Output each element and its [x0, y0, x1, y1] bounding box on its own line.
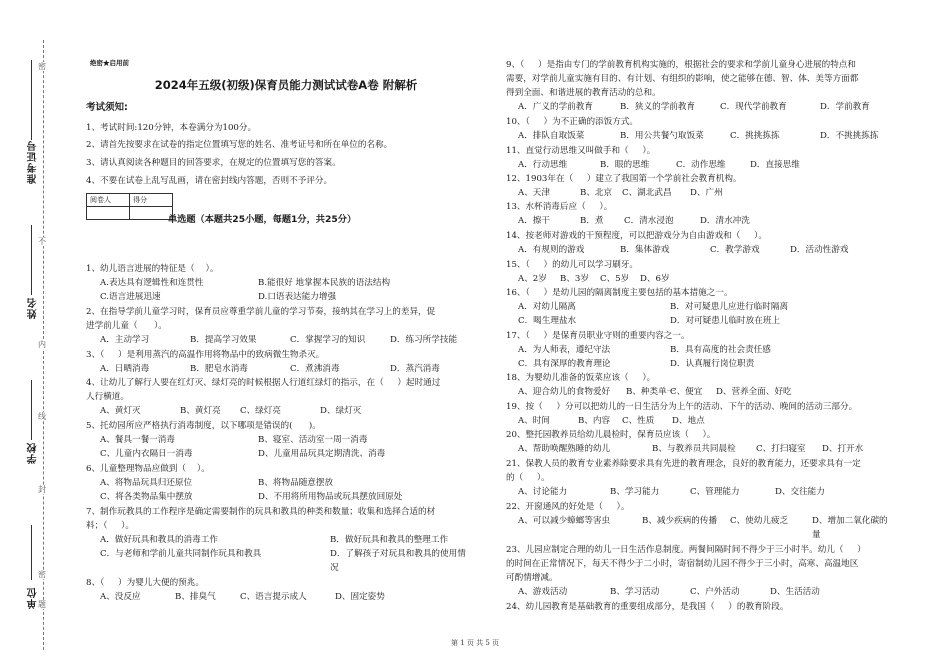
answer-option: A．对幼儿隔离 [518, 302, 576, 312]
answer-option: A．排队自取饭菜 [518, 131, 585, 141]
exam-title: 2024年五级(初级)保育员能力测试试卷A卷 附解析 [154, 78, 418, 92]
answer-option: A．有规则的游戏 [518, 245, 585, 255]
question-stem: 12、1903年在（ ）建立了我国第一个学前社会教育机构。 [506, 174, 742, 184]
answer-option: C、户外活动 [690, 587, 740, 597]
question-stem: 15、（ ）的幼儿可以学习刷牙。 [506, 260, 639, 270]
answer-option: B．狭义的学前教育 [620, 102, 696, 112]
question-stem: 7、制作玩教具的工作程序是确定需要制作的玩具和教具的种类和数量；收集和选择合适的材 料；（ ）。 [86, 507, 436, 531]
answer-option: C、性质 [622, 416, 655, 426]
question-stem: 6、儿童整理物品应做到（ ）。 [86, 464, 210, 474]
question-stem: 17、（ ）是保育员职业守则的重要内容之一。 [506, 331, 690, 341]
question-stem: 14、按老师对游戏的干预程度，可以把游戏分为自由游戏和（ ）。 [506, 231, 767, 241]
answer-option: D、生活活动 [770, 587, 820, 597]
answer-option: B、排臭气 [175, 592, 216, 602]
question-stem: 19、按（ ）分可以把幼儿的一日生活分为上午的活动、下午的活动、晚间的活动三部分。 [506, 402, 858, 412]
seal-char: 不 [38, 237, 46, 246]
answer-option: A、游戏活动 [518, 587, 568, 597]
page-footer: 第 1 页 共 5 页 [450, 639, 500, 647]
binding-strip [0, 0, 75, 671]
answer-option: D、广州 [690, 188, 723, 198]
seal-char: 内 [38, 340, 46, 349]
answer-option: A．擦干 [518, 216, 550, 226]
answer-option: B．集体游戏 [620, 245, 670, 255]
answer-option: D、不用将所用物品或玩具摆放回原处 [258, 492, 403, 502]
answer-option: C、使幼儿疲乏 [730, 516, 789, 526]
answer-option: B、黄灯亮 [180, 406, 221, 416]
answer-option: C、语言提示成人 [240, 592, 307, 602]
answer-option: D、打开水 [822, 444, 864, 454]
question-stem: 20、整托园教养员给幼儿晨检时，保育员应该（ ）。 [506, 430, 716, 440]
secret-mark: 绝密★启用前 [90, 59, 129, 67]
field-line [31, 525, 32, 580]
question-stem: 3、（ ）是利用蒸汽的高温作用将物品中的致病微生物杀灭。 [86, 350, 325, 360]
question-stem: 8、（ ）为婴儿大便的预兆。 [86, 578, 204, 588]
answer-option: D、交往能力 [775, 487, 825, 497]
answer-option: D、地点 [672, 416, 705, 426]
reviewer-header: 阅卷人 [87, 194, 130, 207]
question-stem: 1、幼儿语言进展的特征是（ ）。 [86, 264, 219, 274]
seal-char: 密 [38, 570, 46, 579]
answer-option: C.语言进展迅速 [100, 292, 161, 302]
answer-option: B．提高学习效果 [190, 335, 257, 345]
answer-option: C、便宜 [670, 387, 703, 397]
answer-option: B．眼的思维 [600, 160, 650, 170]
answer-option: D、绿灯灭 [320, 406, 362, 416]
answer-option: A、讨论能力 [518, 487, 568, 497]
notice-heading: 考试须知: [86, 102, 128, 113]
answer-option: A、迎合幼儿的食物爱好 [518, 387, 611, 397]
score-table [86, 193, 173, 220]
answer-option: A．主动学习 [100, 335, 150, 345]
answer-option: C．掌握学习的知识 [290, 335, 366, 345]
answer-option: C．喝生理盐水 [518, 316, 577, 326]
answer-option: D、6岁 [640, 274, 670, 284]
exam-id-label: 准考证号 [28, 140, 39, 184]
answer-option: B、内容 [578, 416, 611, 426]
answer-option: A、黄灯灭 [100, 406, 141, 416]
seal-char: 密 [38, 62, 46, 71]
answer-option: B、北京 [580, 188, 613, 198]
question-stem: 2、在指导学前儿童学习时，保育员应尊重学前儿童的学习节奏，接纳其在学习上的差异，促 进学前儿童（ ）。 [86, 307, 436, 331]
field-line [31, 60, 32, 140]
field-line [31, 225, 32, 295]
answer-option: B、与教养员共同晨检 [652, 444, 736, 454]
answer-option: D．对可疑患儿临时放在班上 [670, 316, 781, 326]
notice-item: 2、请首先按要求在试卷的指定位置填写您的姓名、准考证号和所在单位的名称。 [86, 140, 393, 150]
answer-option: C、打扫寝室 [756, 444, 806, 454]
answer-option: B．用公共餐勺取饭菜 [620, 131, 704, 141]
score-header: 得分 [130, 194, 173, 207]
question-stem: 9、（ ）是指由专门的学前教育机构实施的，根据社会的要求和学前儿童身心进展的特点和 需要，对学前儿童实施有目的、有计划、有组织的影响，使之能够在德、智、体、美等方面都 得到全面、和谐进展的教育活动的总和。 [506, 60, 859, 98]
answer-option: B．煮 [580, 216, 604, 226]
answer-option: A．做好玩具和教具的消毒工作 [100, 535, 218, 545]
answer-option: C．现代学前教育 [720, 102, 787, 112]
answer-option: A．行动思维 [518, 160, 568, 170]
notice-item: 3、请认真阅读各种题目的回答要求，在规定的位置填写您的答案。 [86, 158, 341, 168]
answer-option: C、儿童内衣隔日一消毒 [100, 449, 193, 459]
answer-option: D．认真履行岗位职责 [670, 359, 755, 369]
seal-char: 题 [38, 600, 46, 609]
answer-option: B、种类单一 [626, 387, 676, 397]
field-line [31, 380, 32, 440]
seal-char: 线 [38, 412, 46, 421]
answer-option: D、增加二氧化碳的 量 [812, 516, 888, 540]
question-stem: 22、开窗通风的好处是（ ）。 [506, 502, 630, 512]
question-stem: 4、让幼儿了解行人要在红灯灭、绿灯亮的时候根据人行道红绿灯的指示，在（ ）起时通过 人行横道。 [86, 378, 441, 402]
question-stem: 18、为婴幼儿准备的饭菜应该（ ）。 [506, 373, 656, 383]
answer-option: B．对可疑患儿应进行临时隔离 [670, 302, 789, 312]
answer-option: A、天津 [518, 188, 550, 198]
answer-option: A.表达具有逻辑性和连贯性 [100, 278, 204, 288]
answer-option: A．为人师表，遵纪守法 [518, 345, 611, 355]
answer-option: B、将物品随意摆放 [258, 478, 334, 488]
answer-option: B、减少疾病的传播 [642, 516, 718, 526]
answer-option: B.能很好 地掌握本民族的语法结构 [258, 278, 391, 288]
answer-option: C．挑挑拣拣 [730, 131, 780, 141]
answer-option: C、湖北武昌 [622, 188, 672, 198]
name-label: 姓名 [28, 297, 39, 319]
answer-option: B．肥皂水消毒 [190, 364, 248, 374]
answer-option: A．广义的学前教育 [518, 102, 593, 112]
answer-option: D．不挑挑拣拣 [820, 131, 879, 141]
question-stem: 11、直觉行动思维又叫做手和（ ）。 [506, 146, 656, 156]
answer-option: B．具有高度的社会责任感 [670, 345, 771, 355]
answer-option: D．蒸汽消毒 [390, 364, 440, 374]
question-stem: 13、水杯消毒后应（ ）。 [506, 202, 613, 212]
answer-option: D、固定姿势 [335, 592, 385, 602]
answer-option: C、将各类物品集中摆放 [100, 492, 193, 502]
answer-option: A、没反应 [100, 592, 141, 602]
seal-char: 封 [38, 485, 46, 494]
answer-option: C．清水浸泡 [624, 216, 674, 226]
answer-option: D、儿童用品玩具定期清洗、消毒 [258, 449, 386, 459]
reviewer-cell[interactable] [87, 207, 130, 220]
notice-item: 4、不要在试卷上乱写乱画，请在密封线内答题，否则不予评分。 [86, 176, 333, 186]
answer-option: D．清水冲洗 [700, 216, 750, 226]
question-stem: 21、保教人员的教育专业素养除要求具有先进的教育理念，良好的教育能力，还要求具有一定 的（ ）。 [506, 459, 861, 483]
answer-option: C．具有深厚的教育理论 [518, 359, 611, 369]
notice-item: 1、考试时间:120分钟，本卷满分为100分。 [86, 123, 257, 133]
answer-option: B、学习能力 [610, 487, 660, 497]
score-cell[interactable] [130, 207, 173, 220]
answer-option: D．学前教育 [820, 102, 870, 112]
question-stem: 5、托幼园所应严格执行消毒制度，以下哪项是错误的( )。 [86, 421, 321, 431]
answer-option: A、时间 [518, 416, 550, 426]
answer-option: A、餐具一餐一消毒 [100, 435, 175, 445]
answer-option: C、管理能力 [690, 487, 740, 497]
answer-option: D．练习所学技能 [390, 335, 458, 345]
answer-option: C、5岁 [600, 274, 630, 284]
answer-option: A、2岁 [518, 274, 547, 284]
answer-option: A、帮助唤醒熟睡的幼儿 [518, 444, 611, 454]
question-stem: 23、儿园应制定合理的幼儿一日生活作息制度。两餐间隔时间不得少于三小时半。幼儿（ ） 的时间在正常情况下，每天不得少于二小时，寄宿制幼儿园不得少于三小时，高寒、高温地区 可酌情增减。 [506, 545, 866, 583]
answer-option: C．动作思维 [676, 160, 726, 170]
school-label: 学校 [28, 442, 39, 464]
answer-option: B、寝室、活动室一周一消毒 [258, 435, 368, 445]
answer-option: C．煮沸消毒 [290, 364, 340, 374]
answer-option: C．与老师和学前儿童共同制作玩具和教具 [100, 549, 262, 559]
section-heading: 单选题（本题共25小题，每题1分，共25分） [168, 214, 357, 225]
answer-option: D、营养全面、好吃 [716, 387, 792, 397]
answer-option: C．教学游戏 [710, 245, 760, 255]
answer-option: C、绿灯亮 [240, 406, 281, 416]
answer-option: D．直接思维 [750, 160, 800, 170]
question-stem: 10、（ ）为不正确的添饭方式。 [506, 117, 639, 127]
answer-option: A．日晒消毒 [100, 364, 150, 374]
answer-option: B、3岁 [560, 274, 589, 284]
answer-option: B、学习活动 [610, 587, 660, 597]
answer-option: A、可以减少蟑螂等害虫 [518, 516, 611, 526]
answer-option: A、将物品玩具归还原位 [100, 478, 193, 488]
answer-option: D．了解孩子对玩具和教具的使用情 况 [330, 549, 466, 573]
question-stem: 24、幼儿园教育是基础教育的重要组成部分，是我国（ ）的教育阶段。 [506, 602, 789, 612]
answer-option: B．做好玩具和教具的整理工作 [330, 535, 449, 545]
question-stem: 16、（ ）是幼儿园的隔离制度主要包括的基本措施之一。 [506, 288, 733, 298]
answer-option: D．活动性游戏 [790, 245, 849, 255]
answer-option: D.口语表达能力增强 [258, 292, 337, 302]
unit-label: 单位 [28, 587, 39, 609]
